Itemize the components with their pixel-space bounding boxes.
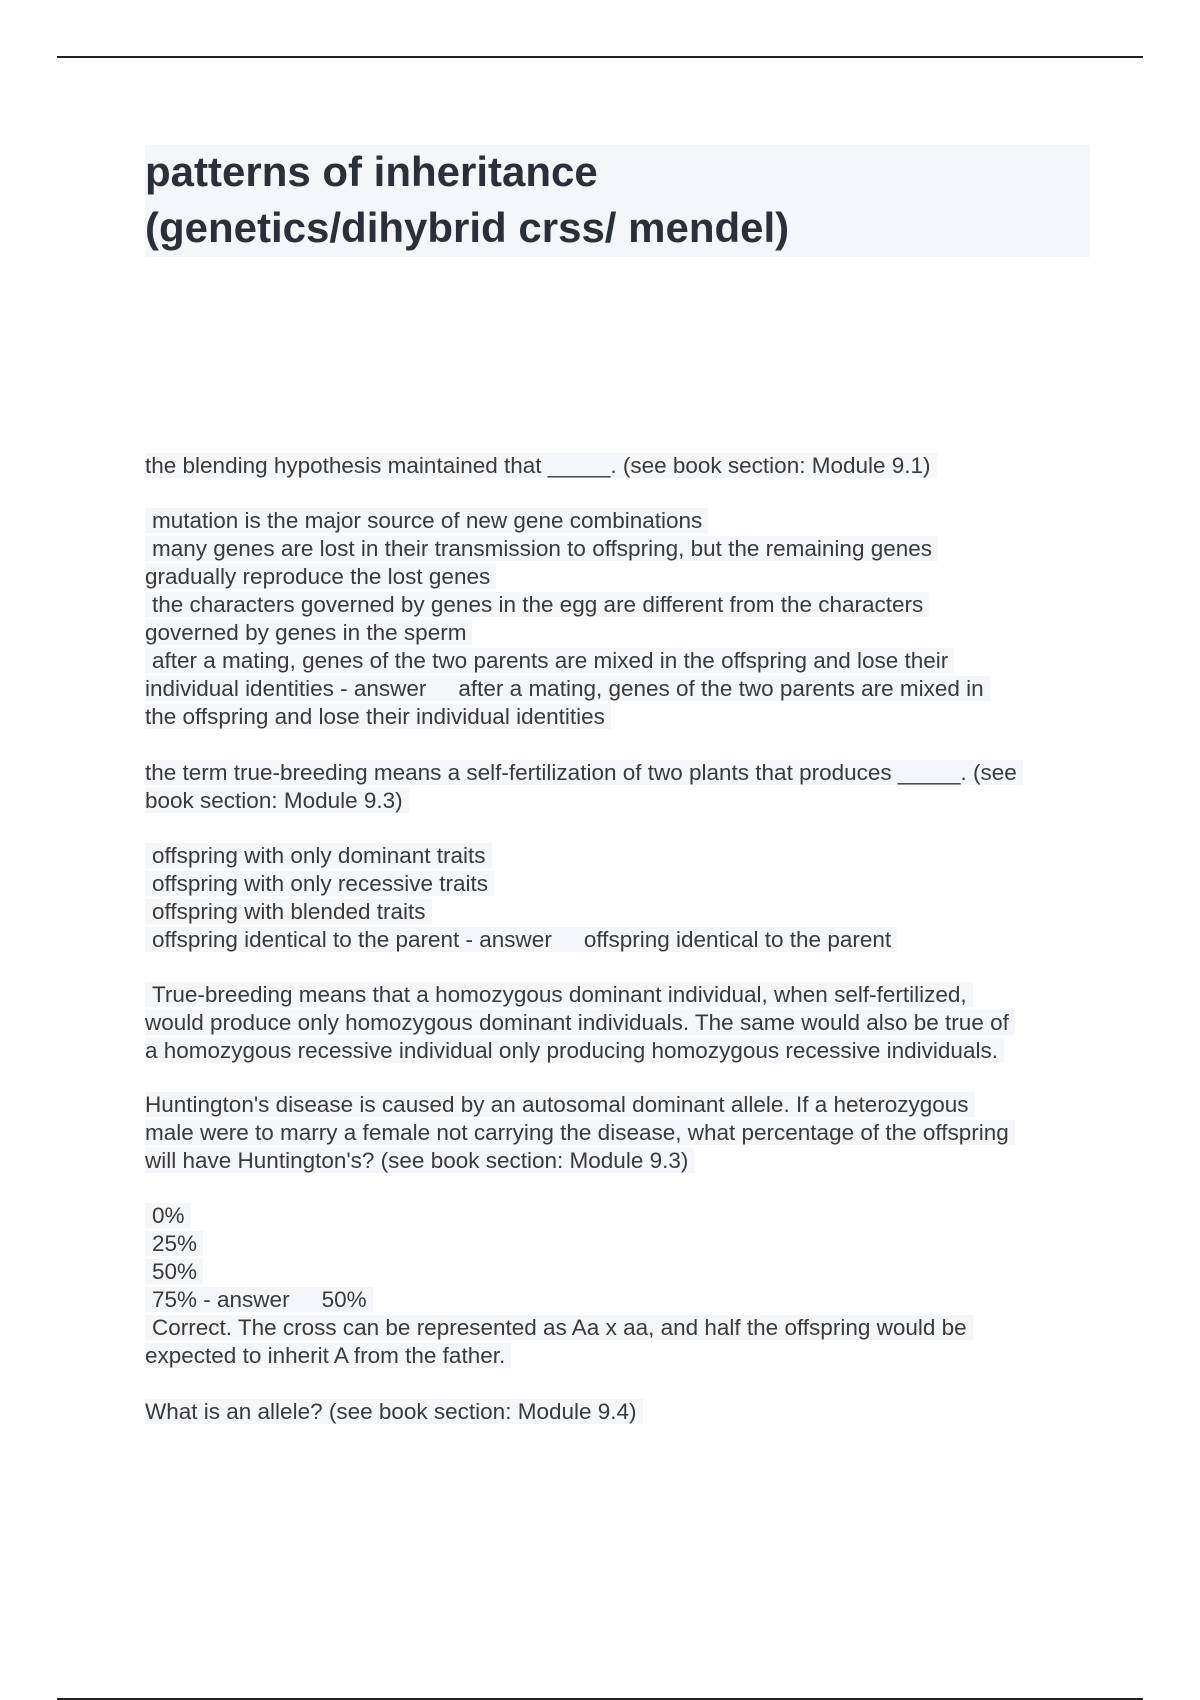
option-text: after a mating, genes of the two parents are mixed in the offspring and lose their — [145, 648, 954, 673]
option-text: governed by genes in the sperm — [145, 620, 472, 645]
option-text: mutation is the major source of new gene combinations — [145, 508, 708, 533]
question-text: book section: Module 9.3) — [145, 788, 409, 813]
option-text: 0% — [145, 1203, 191, 1228]
option-text: 75% - answer — [152, 1287, 290, 1312]
top-rule — [57, 56, 1143, 58]
option-text: offspring with blended traits — [145, 899, 432, 924]
explanation-text: Correct. The cross can be represented as Aa x aa, and half the offspring would be — [145, 1315, 973, 1340]
explanation-text: True-breeding means that a homozygous dominant individual, when self-fertilized, — [145, 982, 973, 1007]
answer-text: the offspring and lose their individual identities — [145, 704, 611, 729]
question-text: What is an allele? (see book section: Module 9.4) — [145, 1399, 643, 1424]
question-text: male were to marry a female not carrying the disease, what percentage of the offspring — [145, 1120, 1015, 1145]
question-text: will have Huntington's? (see book section: Module 9.3) — [145, 1148, 694, 1173]
answer-text: after a mating, genes of the two parents are mixed in — [458, 676, 984, 701]
question-block-2 — [145, 759, 1090, 1065]
option-text: the characters governed by genes in the egg are different from the characters — [145, 592, 929, 617]
option-text: offspring with only dominant traits — [145, 843, 492, 868]
question-text: Huntington's disease is caused by an autosomal dominant allele. If a heterozygous — [145, 1092, 975, 1117]
explanation-text: would produce only homozygous dominant individuals. The same would also be true of — [145, 1010, 1015, 1035]
question-block-3 — [145, 1091, 1090, 1370]
option-text: offspring with only recessive traits — [145, 871, 494, 896]
option-text: offspring identical to the parent - answer — [152, 927, 552, 952]
answer-text: offspring identical to the parent — [583, 927, 892, 952]
question-block-1 — [145, 452, 1090, 731]
question-text: the blending hypothesis maintained that _____. (see book section: Module 9.1) — [145, 453, 937, 478]
answer-text: 50% — [321, 1287, 367, 1312]
option-text: 50% — [145, 1259, 203, 1284]
explanation-text: expected to inherit A from the father. — [145, 1343, 511, 1368]
page-title — [145, 144, 1090, 256]
document-body — [145, 452, 1090, 1426]
explanation-text: a homozygous recessive individual only producing homozygous recessive individuals. — [145, 1038, 1004, 1063]
option-text: gradually reproduce the lost genes — [145, 564, 496, 589]
title-line-2: (genetics/dihybrid crss/ mendel) — [145, 204, 790, 251]
option-text: many genes are lost in their transmission to offspring, but the remaining genes — [145, 536, 938, 561]
question-block-4 — [145, 1398, 1090, 1426]
option-text: 25% — [145, 1231, 203, 1256]
option-text: individual identities - answer — [145, 676, 427, 701]
title-line-1: patterns of inheritance — [145, 148, 598, 195]
question-text: the term true-breeding means a self-fertilization of two plants that produces _____. (see — [145, 760, 1023, 785]
